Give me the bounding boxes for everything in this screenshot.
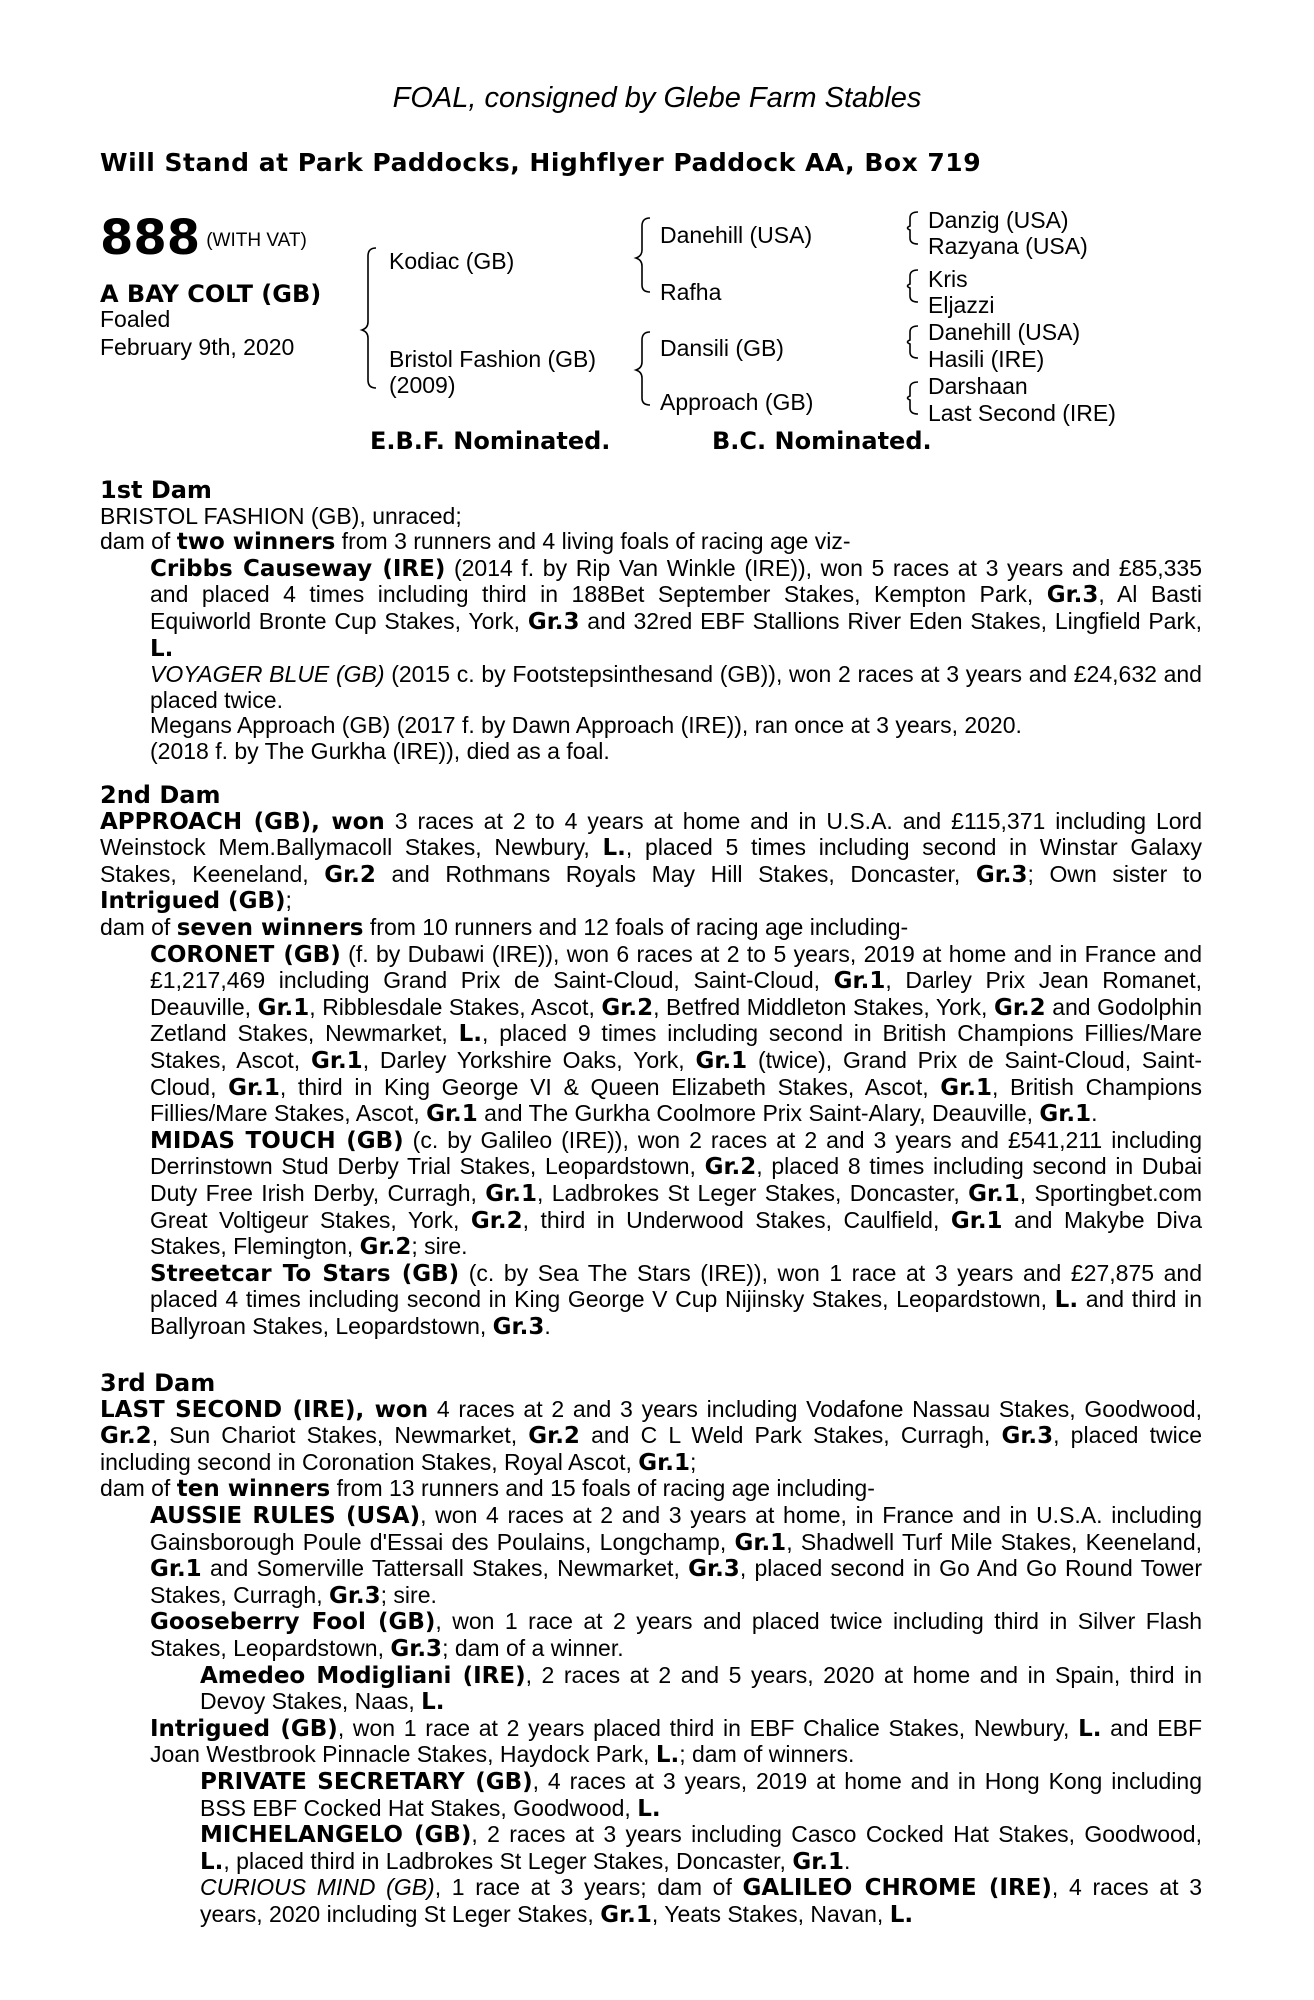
- grand-produce-entry: MICHELANGELO (GB), 2 races at 3 years including Casco Cocked Hat Stakes, Goodwood, L., placed third in Ladbrokes St Leger Stakes, Doncaster, Gr.1.: [200, 1821, 1202, 1875]
- produce-entry: CORONET (GB) (f. by Dubawi (IRE)), won 6 races at 2 to 5 years, 2019 at home and in France and £1,217,469 including Grand Prix de Saint-Cloud, Saint-Cloud, Gr.1, Darley Prix Jean Romanet, Deauville, Gr.1, Ribblesdale Stakes, Ascot, Gr.2, Betfred Middleton Stakes, York, Gr.2 and Godolphin Zetland Stakes, Newmarket, L., placed 9 times including second in British Champions Fillies/Mare Stakes, Ascot, Gr.1, Darley Yorkshire Oaks, York, Gr.1 (twice), Grand Prix de Saint-Cloud, Saint-Cloud, Gr.1, third in King George VI & Queen Elizabeth Stakes, Ascot, Gr.1, British Champions Fillies/Mare Stakes, Ascot, Gr.1 and The Gurkha Coolmore Prix Saint-Alary, Deauville, Gr.1.: [150, 940, 1202, 1128]
- produce-entry: VOYAGER BLUE (GB) (2015 c. by Footstepsinthesand (GB)), won 2 races at 3 years and £24,632 and placed twice.: [150, 661, 1202, 713]
- first-dam-name-line: BRISTOL FASHION (GB), unraced;: [100, 502, 462, 529]
- second-dam-record: APPROACH (GB), won 3 races at 2 to 4 years at home and in U.S.A. and £115,371 including Lord Weinstock Mem.Ballymacoll Stakes, Newbury, L., placed 5 times including second in Winstar Galaxy Stakes, Keeneland, Gr.2 and Rothmans Royals May Hill Stakes, Doncaster, Gr.3; Own sister to Intrigued (GB);: [100, 807, 1202, 915]
- bracket-dam-line: [636, 332, 650, 405]
- pedigree-dds: Darshaan: [928, 373, 1028, 399]
- pedigree-sdd: Eljazzi: [928, 292, 995, 318]
- second-dam-produce-summary: dam of seven winners from 10 runners and 12 foals of racing age including-: [100, 913, 909, 941]
- pedigree-ssd: Razyana (USA): [928, 233, 1088, 259]
- bracket-sire-line: [636, 218, 650, 292]
- first-dam-heading: 1st Dam: [100, 476, 212, 504]
- grand-produce-entry: Amedeo Modigliani (IRE), 2 races at 2 and 5 years, 2020 at home and in Spain, third in Devoy Stakes, Naas, L.: [200, 1661, 1202, 1716]
- bracket-dd: [908, 382, 919, 414]
- pedigree-ddd: Last Second (IRE): [928, 400, 1116, 426]
- standing-location: Will Stand at Park Paddocks, Highflyer Paddock AA, Box 719: [100, 148, 982, 177]
- lot-number: 888: [100, 210, 201, 266]
- foaled-label: Foaled: [100, 306, 171, 332]
- ebf-nominated: E.B.F. Nominated.: [370, 427, 611, 455]
- vat-note: (WITH VAT): [206, 230, 307, 251]
- first-dam-section: [100, 478, 1202, 765]
- produce-entry: Streetcar To Stars (GB) (c. by Sea The Stars (IRE)), won 1 race at 3 years and £27,875 and placed 4 times including second in King George V Cup Nijinsky Stakes, Leopardstown, L. and third in Ballyroan Stakes, Leopardstown, Gr.3.: [150, 1259, 1202, 1340]
- pedigree-dam-year: (2009): [389, 372, 456, 398]
- pedigree-dam-dam: Approach (GB): [660, 389, 814, 415]
- pedigree-dsd: Hasili (IRE): [928, 346, 1045, 372]
- pedigree-dam: Bristol Fashion (GB): [389, 346, 597, 372]
- second-dam-section: [100, 783, 1202, 1340]
- grand-produce-entry: PRIVATE SECRETARY (GB), 4 races at 3 years, 2019 at home and in Hong Kong including BSS EBF Cocked Hat Stakes, Goodwood, L.: [200, 1767, 1202, 1822]
- produce-entry: MIDAS TOUCH (GB) (c. by Galileo (IRE)), won 2 races at 2 and 3 years and £541,211 including Derrinstown Stud Derby Trial Stakes, Leopardstown, Gr.2, placed 8 times including second in Dubai Duty Free Irish Derby, Curragh, Gr.1, Ladbrokes St Leger Stakes, Doncaster, Gr.1, Sportingbet.com Great Voltigeur Stakes, York, Gr.2, third in Underwood Stakes, Caulfield, Gr.1 and Makybe Diva Stakes, Flemington, Gr.2; sire.: [150, 1126, 1203, 1261]
- first-dam-produce-summary: dam of two winners from 3 runners and 4 living foals of racing age viz-: [100, 528, 851, 556]
- third-dam-heading: 3rd Dam: [100, 1369, 216, 1397]
- third-dam-record: LAST SECOND (IRE), won 4 races at 2 and 3 years including Vodafone Nassau Stakes, Goodwood, Gr.2, Sun Chariot Stakes, Newmarket, Gr.2 and C L Weld Park Stakes, Curragh, Gr.3, placed twice including second in Coronation Stakes, Royal Ascot, Gr.1;: [100, 1395, 1202, 1476]
- pedigree-dam-sire: Dansili (GB): [660, 335, 784, 361]
- pedigree-sire: Kodiac (GB): [389, 248, 515, 274]
- produce-entry: Megans Approach (GB) (2017 f. by Dawn Approach (IRE)), ran once at 3 years, 2020.: [150, 712, 1022, 739]
- bracket-generation-1: [362, 248, 376, 388]
- bracket-ss: [908, 212, 919, 244]
- pedigree-sire-dam: Rafha: [660, 279, 722, 305]
- produce-entry: Gooseberry Fool (GB), won 1 race at 2 years and placed twice including third in Silver Flash Stakes, Leopardstown, Gr.3; dam of a winner.: [150, 1608, 1203, 1662]
- produce-entry: (2018 f. by The Gurkha (IRE)), died as a foal.: [150, 737, 610, 764]
- pedigree-sss: Danzig (USA): [928, 207, 1069, 233]
- third-dam-produce-summary: dam of ten winners from 13 runners and 15 foals of racing age including-: [100, 1475, 875, 1503]
- produce-entry: Intrigued (GB), won 1 race at 2 years placed third in EBF Chalice Stakes, Newbury, L. and EBF Joan Westbrook Pinnacle Stakes, Haydock Park, L.; dam of winners.: [150, 1714, 1202, 1769]
- pedigree-sire-sire: Danehill (USA): [660, 222, 813, 248]
- pedigree-sds: Kris: [928, 266, 968, 292]
- colt-description: A BAY COLT (GB): [100, 280, 322, 308]
- bracket-ds: [908, 326, 919, 358]
- produce-entry: AUSSIE RULES (USA), won 4 races at 2 and 3 years at home, in France and in U.S.A. including Gainsborough Poule d'Essai des Poulains, Longchamp, Gr.1, Shadwell Turf Mile Stakes, Keeneland, Gr.1 and Somerville Tattersall Stakes, Newmarket, Gr.3, placed second in Go And Go Round Tower Stakes, Curragh, Gr.3; sire.: [150, 1501, 1203, 1609]
- pedigree-dss: Danehill (USA): [928, 319, 1081, 345]
- third-dam-section: [100, 1371, 1202, 1928]
- bc-nominated: B.C. Nominated.: [712, 427, 932, 455]
- produce-entry: Cribbs Causeway (IRE) (2014 f. by Rip Van Winkle (IRE)), won 5 races at 3 years and £85,335 and placed 4 times including third in 188Bet September Stakes, Kempton Park, Gr.3, Al Basti Equiworld Bronte Cup Stakes, York, Gr.3 and 32red EBF Stallions River Eden Stakes, Lingfield Park, L.: [150, 554, 1203, 662]
- consignment-line: FOAL, consigned by Glebe Farm Stables: [392, 82, 922, 114]
- bracket-sd: [908, 270, 919, 302]
- grand-produce-entry: CURIOUS MIND (GB), 1 race at 3 years; dam of GALILEO CHROME (IRE), 4 races at 3 years, 2020 including St Leger Stakes, Gr.1, Yeats Stakes, Navan, L.: [200, 1874, 1202, 1928]
- foaled-date: February 9th, 2020: [100, 334, 295, 360]
- pedigree-brackets: [0, 0, 1314, 440]
- second-dam-heading: 2nd Dam: [100, 781, 221, 809]
